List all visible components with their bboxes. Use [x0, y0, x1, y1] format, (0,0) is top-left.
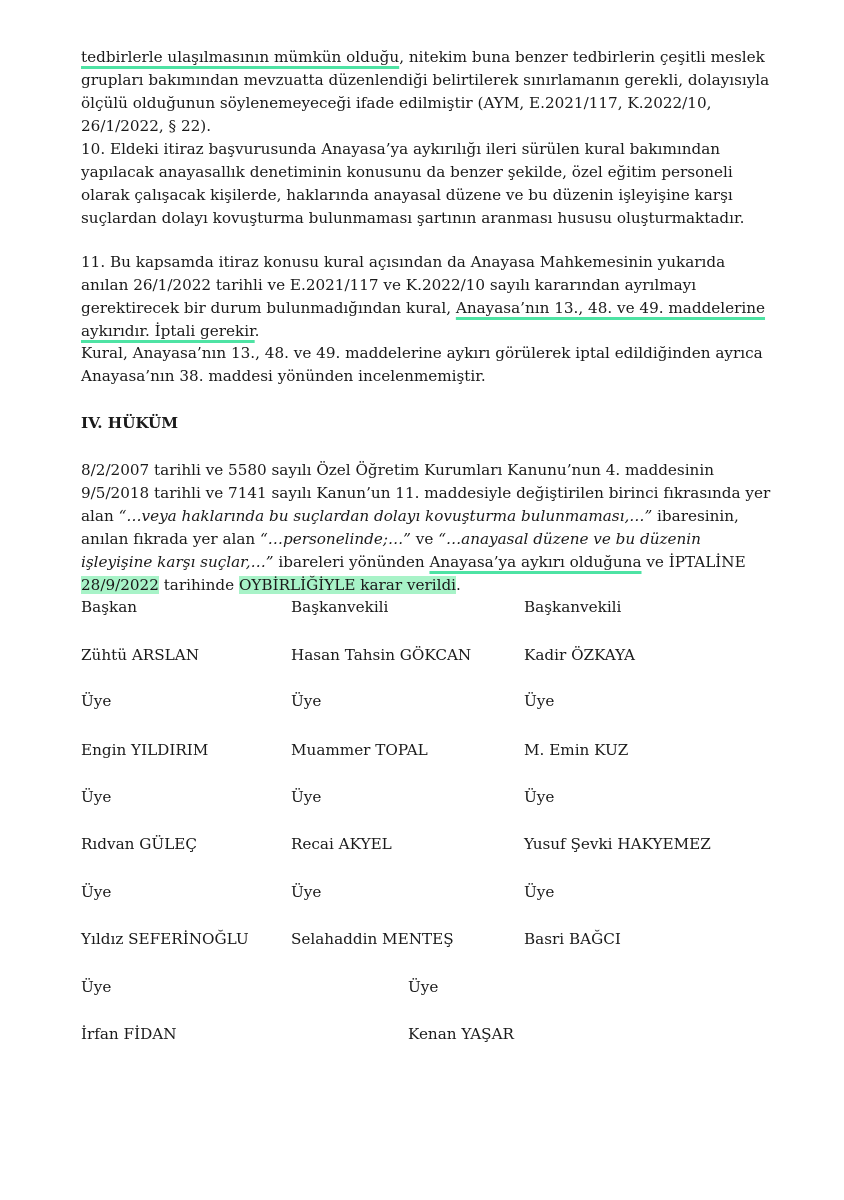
section-heading: IV. HÜKÜM	[81, 414, 179, 432]
highlighted-decision: OYBİRLİĞİYLE karar verildi	[238, 576, 457, 594]
signature-name: Kadir ÖZKAYA	[524, 646, 635, 664]
signature-title: Üye	[81, 692, 112, 710]
signature-name: Muammer TOPAL	[291, 741, 428, 759]
signature-name: Yıldız SEFERİNOĞLU	[81, 930, 249, 948]
signature-title: Üye	[524, 692, 555, 710]
signature-title: Üye	[291, 788, 322, 806]
signature-name: İrfan FİDAN	[81, 1025, 177, 1043]
signature-name: Basri BAĞCI	[524, 930, 621, 948]
signature-title: Başkan	[81, 598, 138, 616]
signature-title: Üye	[408, 978, 439, 996]
signature-name: M. Emin KUZ	[524, 741, 629, 759]
paragraph-kural: Kural, Anayasa’nın 13., 48. ve 49. maddelerine aykırı görülerek iptal edildiğinden ayrıca Anayasa’nın 38. maddesi yönünden incelenmemiştir.	[81, 344, 763, 385]
paragraph-11: 11. Bu kapsamda itiraz konusu kural açısından da Anayasa Mahkemesinin yukarıda anılan 26/1/2022 tarihli ve E.2021/117 ve K.2022/10 sayılı kararından ayrılmayı gerektirecek bir durum bulunmadığından kural, Anayasa’nın 13., 48. ve 49. maddelerine aykırıdır. İptali gerekir.	[81, 253, 766, 340]
signature-name: Hasan Tahsin GÖKCAN	[291, 646, 472, 664]
signature-title: Üye	[524, 883, 555, 901]
signature-title: Başkanvekili	[524, 598, 622, 616]
signature-name: Engin YILDIRIM	[81, 741, 209, 759]
underlined-text: tedbirlerle ulaşılmasının mümkün olduğu	[81, 48, 400, 66]
signature-title: Üye	[81, 788, 112, 806]
paragraph-9-continued: tedbirlerle ulaşılmasının mümkün olduğu, nitekim buna benzer tedbirlerin çeşitli meslek grupları bakımından mevzuatta düzenlendiği belirtilerek sınırlamanın gerekli, dolayısıyla ölçülü olduğunun söylenemeyeceği ifade edilmiştir (AYM, E.2021/117, K.2022/10, 26/1/2022, § 22).	[81, 48, 770, 135]
signature-name: Yusuf Şevki HAKYEMEZ	[524, 835, 711, 853]
signature-title: Üye	[81, 978, 112, 996]
signature-name: Rıdvan GÜLEÇ	[81, 835, 197, 853]
underlined-text: Anayasa’nın 13., 48. ve 49. maddelerine aykırıdır. İptali gerekir	[81, 299, 766, 340]
signature-title: Üye	[81, 883, 112, 901]
paragraph-10: 10. Eldeki itiraz başvurusunda Anayasa’ya aykırılığı ileri sürülen kural bakımından yapılacak anayasallık denetiminin konusunu da benzer şekilde, özel eğitim personeli olarak çalışacak kişilerde, haklarında anayasal düzene ve bu düzenin işleyişine karşı suçlardan dolayı kovuşturma bulunmaması şartının aranması hususu oluşturmaktadır.	[81, 140, 745, 227]
signature-title: Üye	[291, 883, 322, 901]
signature-name: Zühtü ARSLAN	[81, 646, 199, 664]
paragraph-hukum: 8/2/2007 tarihli ve 5580 sayılı Özel Öğretim Kurumları Kanunu’nun 4. maddesinin 9/5/2018 tarihli ve 7141 sayılı Kanun’un 11. maddesiyle değiştirilen birinci fıkrasında yer alan “…veya haklarında bu suçlardan dolayı kovuşturma bulunmaması,…” ibaresinin, anılan fıkrada yer alan “…personelinde;…” ve “…anayasal düzene ve bu düzenin işleyişine karşı suçlar,…” ibareleri yönünden Anayasa’ya aykırı olduğuna ve İPTALİNE 28/9/2022 tarihinde OYBİRLİĞİYLE karar verildi.	[81, 461, 771, 594]
signature-title: Üye	[291, 692, 322, 710]
signature-name: Kenan YAŞAR	[408, 1025, 514, 1043]
highlighted-date: 28/9/2022	[81, 576, 159, 594]
signature-title: Üye	[524, 788, 555, 806]
signature-title: Başkanvekili	[291, 598, 389, 616]
signature-name: Recai AKYEL	[291, 835, 392, 853]
underlined-text: Anayasa’ya aykırı olduğuna	[429, 553, 642, 571]
signature-name: Selahaddin MENTEŞ	[291, 930, 454, 948]
